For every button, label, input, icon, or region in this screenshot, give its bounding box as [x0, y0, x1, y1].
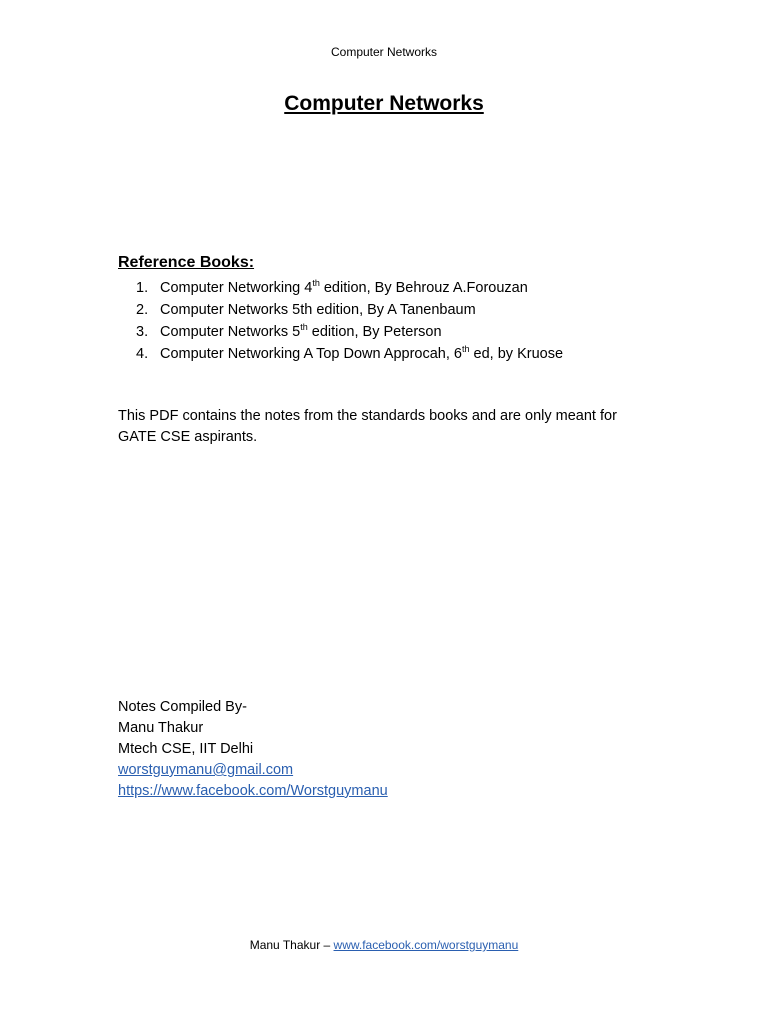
reference-books-heading: Reference Books: — [118, 254, 255, 271]
list-number: 1. — [136, 280, 149, 296]
ordinal-suffix: th — [300, 322, 308, 333]
ordinal-suffix: th — [462, 344, 470, 355]
footer-author: Manu Thakur – — [249, 938, 334, 952]
reference-book-item — [136, 277, 563, 299]
author-name: Manu Thakur — [118, 720, 204, 736]
notes-credits — [118, 697, 388, 802]
header-text: Computer Networks — [330, 45, 438, 59]
reference-book-item — [136, 299, 563, 321]
email-link[interactable]: worstguymanu@gmail.com — [118, 762, 294, 778]
list-number: 2. — [136, 302, 149, 318]
book-author: edition, By Behrouz A.Forouzan — [319, 280, 528, 296]
document-title — [0, 92, 768, 116]
reference-book-item — [136, 343, 563, 365]
document-title-text: Computer Networks — [284, 92, 484, 115]
book-title: Computer Networking A Top Down Approcah, 6 — [160, 346, 462, 362]
book-title: Computer Networks 5th edition, By A Tanenbaum — [160, 302, 476, 318]
book-author: ed, by Kruose — [469, 346, 564, 362]
compiled-by-label: Notes Compiled By- — [118, 699, 247, 715]
facebook-link[interactable]: https://www.facebook.com/Worstguymanu — [118, 783, 388, 799]
author-affiliation: Mtech CSE, IIT Delhi — [118, 741, 254, 757]
page-footer — [0, 938, 768, 952]
list-number: 4. — [136, 346, 149, 362]
book-title: Computer Networks 5 — [160, 324, 301, 340]
reference-books-list — [136, 277, 563, 365]
reference-book-item — [136, 321, 563, 343]
page-header — [0, 45, 768, 59]
book-author: edition, By Peterson — [307, 324, 442, 340]
book-title: Computer Networking 4 — [160, 280, 313, 296]
footer-facebook-link[interactable]: www.facebook.com/worstguymanu — [333, 938, 519, 952]
ordinal-suffix: th — [312, 278, 320, 289]
description-paragraph: This PDF contains the notes from the standards books and are only meant for GATE CSE aspirants. — [118, 408, 617, 445]
list-number: 3. — [136, 324, 149, 340]
